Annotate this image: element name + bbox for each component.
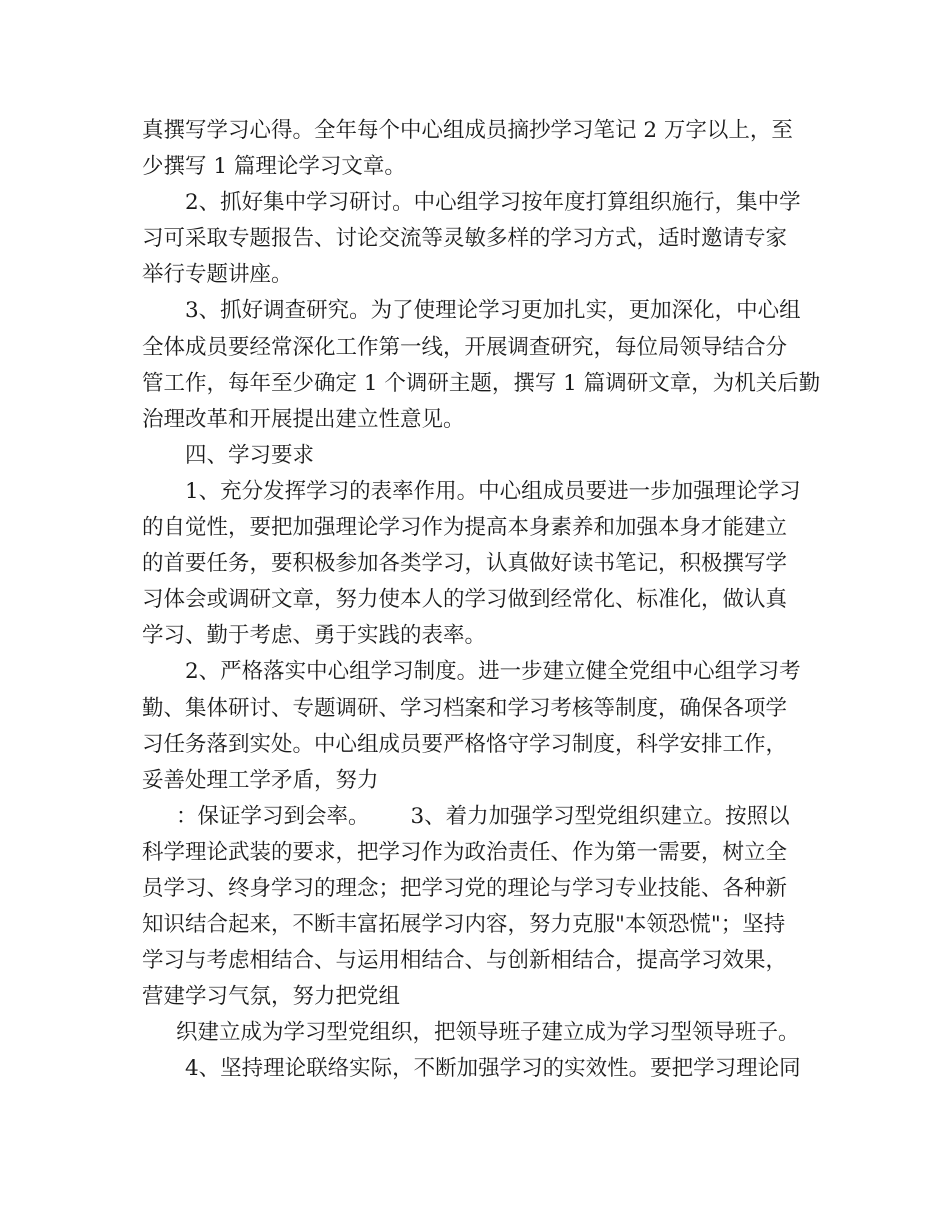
text-line: 习体会或调研文章，努力使本人的学习做到经常化、标准化，做认真 <box>142 587 788 613</box>
text-line: 真撰写学习心得。全年每个中心组成员摘抄学习笔记 2 万字以上，至 <box>142 118 793 143</box>
text-line: 2、抓好集中学习研讨。中心组学习按年度打算组织施行，集中学 <box>185 190 801 216</box>
text-line: 织建立成为学习型党组织，把领导班子建立成为学习型领导班子。 <box>176 1020 800 1046</box>
text-line: 习可采取专题报告、讨论交流等灵敏多样的学习方式，适时邀请专家 <box>142 226 788 252</box>
text-line: 学习、勤于考虑、勇于实践的表率。 <box>142 623 487 649</box>
text-line: 举行专题讲座。 <box>142 262 293 288</box>
text-line: 学习与考虑相结合、与运用相结合、与创新相结合，提高学习效果， <box>142 948 788 974</box>
text-line: 的自觉性，要把加强理论学习作为提高本身素养和加强本身才能建立 <box>142 515 788 541</box>
text-line: 妥善处理工学矛盾，努力 <box>142 767 379 793</box>
text-line: 少撰写 1 篇理论学习文章。 <box>142 154 406 180</box>
text-line: 勤、集体研讨、专题调研、学习档案和学习考核等制度，确保各项学 <box>142 695 788 721</box>
text-line: 3、抓好调查研究。为了使理论学习更加扎实，更加深化，中心组 <box>185 298 801 324</box>
text-line: 治理改革和开展提出建立性意见。 <box>142 406 465 432</box>
text-line: 员学习、终身学习的理念；把学习党的理论与学习专业技能、各种新 <box>142 875 788 901</box>
text-line: 四、学习要求 <box>185 442 315 468</box>
text-line: 1、充分发挥学习的表率作用。中心组成员要进一步加强理论学习 <box>185 478 801 504</box>
text-line: 管工作，每年至少确定 1 个调研主题，撰写 1 篇调研文章，为机关后勤 <box>142 370 821 396</box>
text-line: 2、严格落实中心组学习制度。进一步建立健全党组中心组学习考 <box>185 659 801 685</box>
text-line: 科学理论武装的要求，把学习作为政治责任、作为第一需要，树立全 <box>142 839 788 865</box>
document-body <box>142 113 822 1088</box>
text-line: ：保证学习到会率。 3、着力加强学习型党组织建立。按照以 <box>176 803 790 829</box>
text-line: 知识结合起来，不断丰富拓展学习内容，努力克服"本领恐慌"；坚持 <box>142 912 786 938</box>
text-line: 的首要任务，要积极参加各类学习，认真做好读书笔记，积极撰写学 <box>142 551 788 577</box>
text-line: 营建学习气氛，努力把党组 <box>142 984 401 1010</box>
text-line: 习任务落到实处。中心组成员要严格恪守学习制度，科学安排工作， <box>142 731 788 757</box>
text-line: 4、坚持理论联络实际，不断加强学习的实效性。要把学习理论同 <box>185 1056 801 1082</box>
text-line: 全体成员要经常深化工作第一线，开展调查研究，每位局领导结合分 <box>142 334 788 360</box>
